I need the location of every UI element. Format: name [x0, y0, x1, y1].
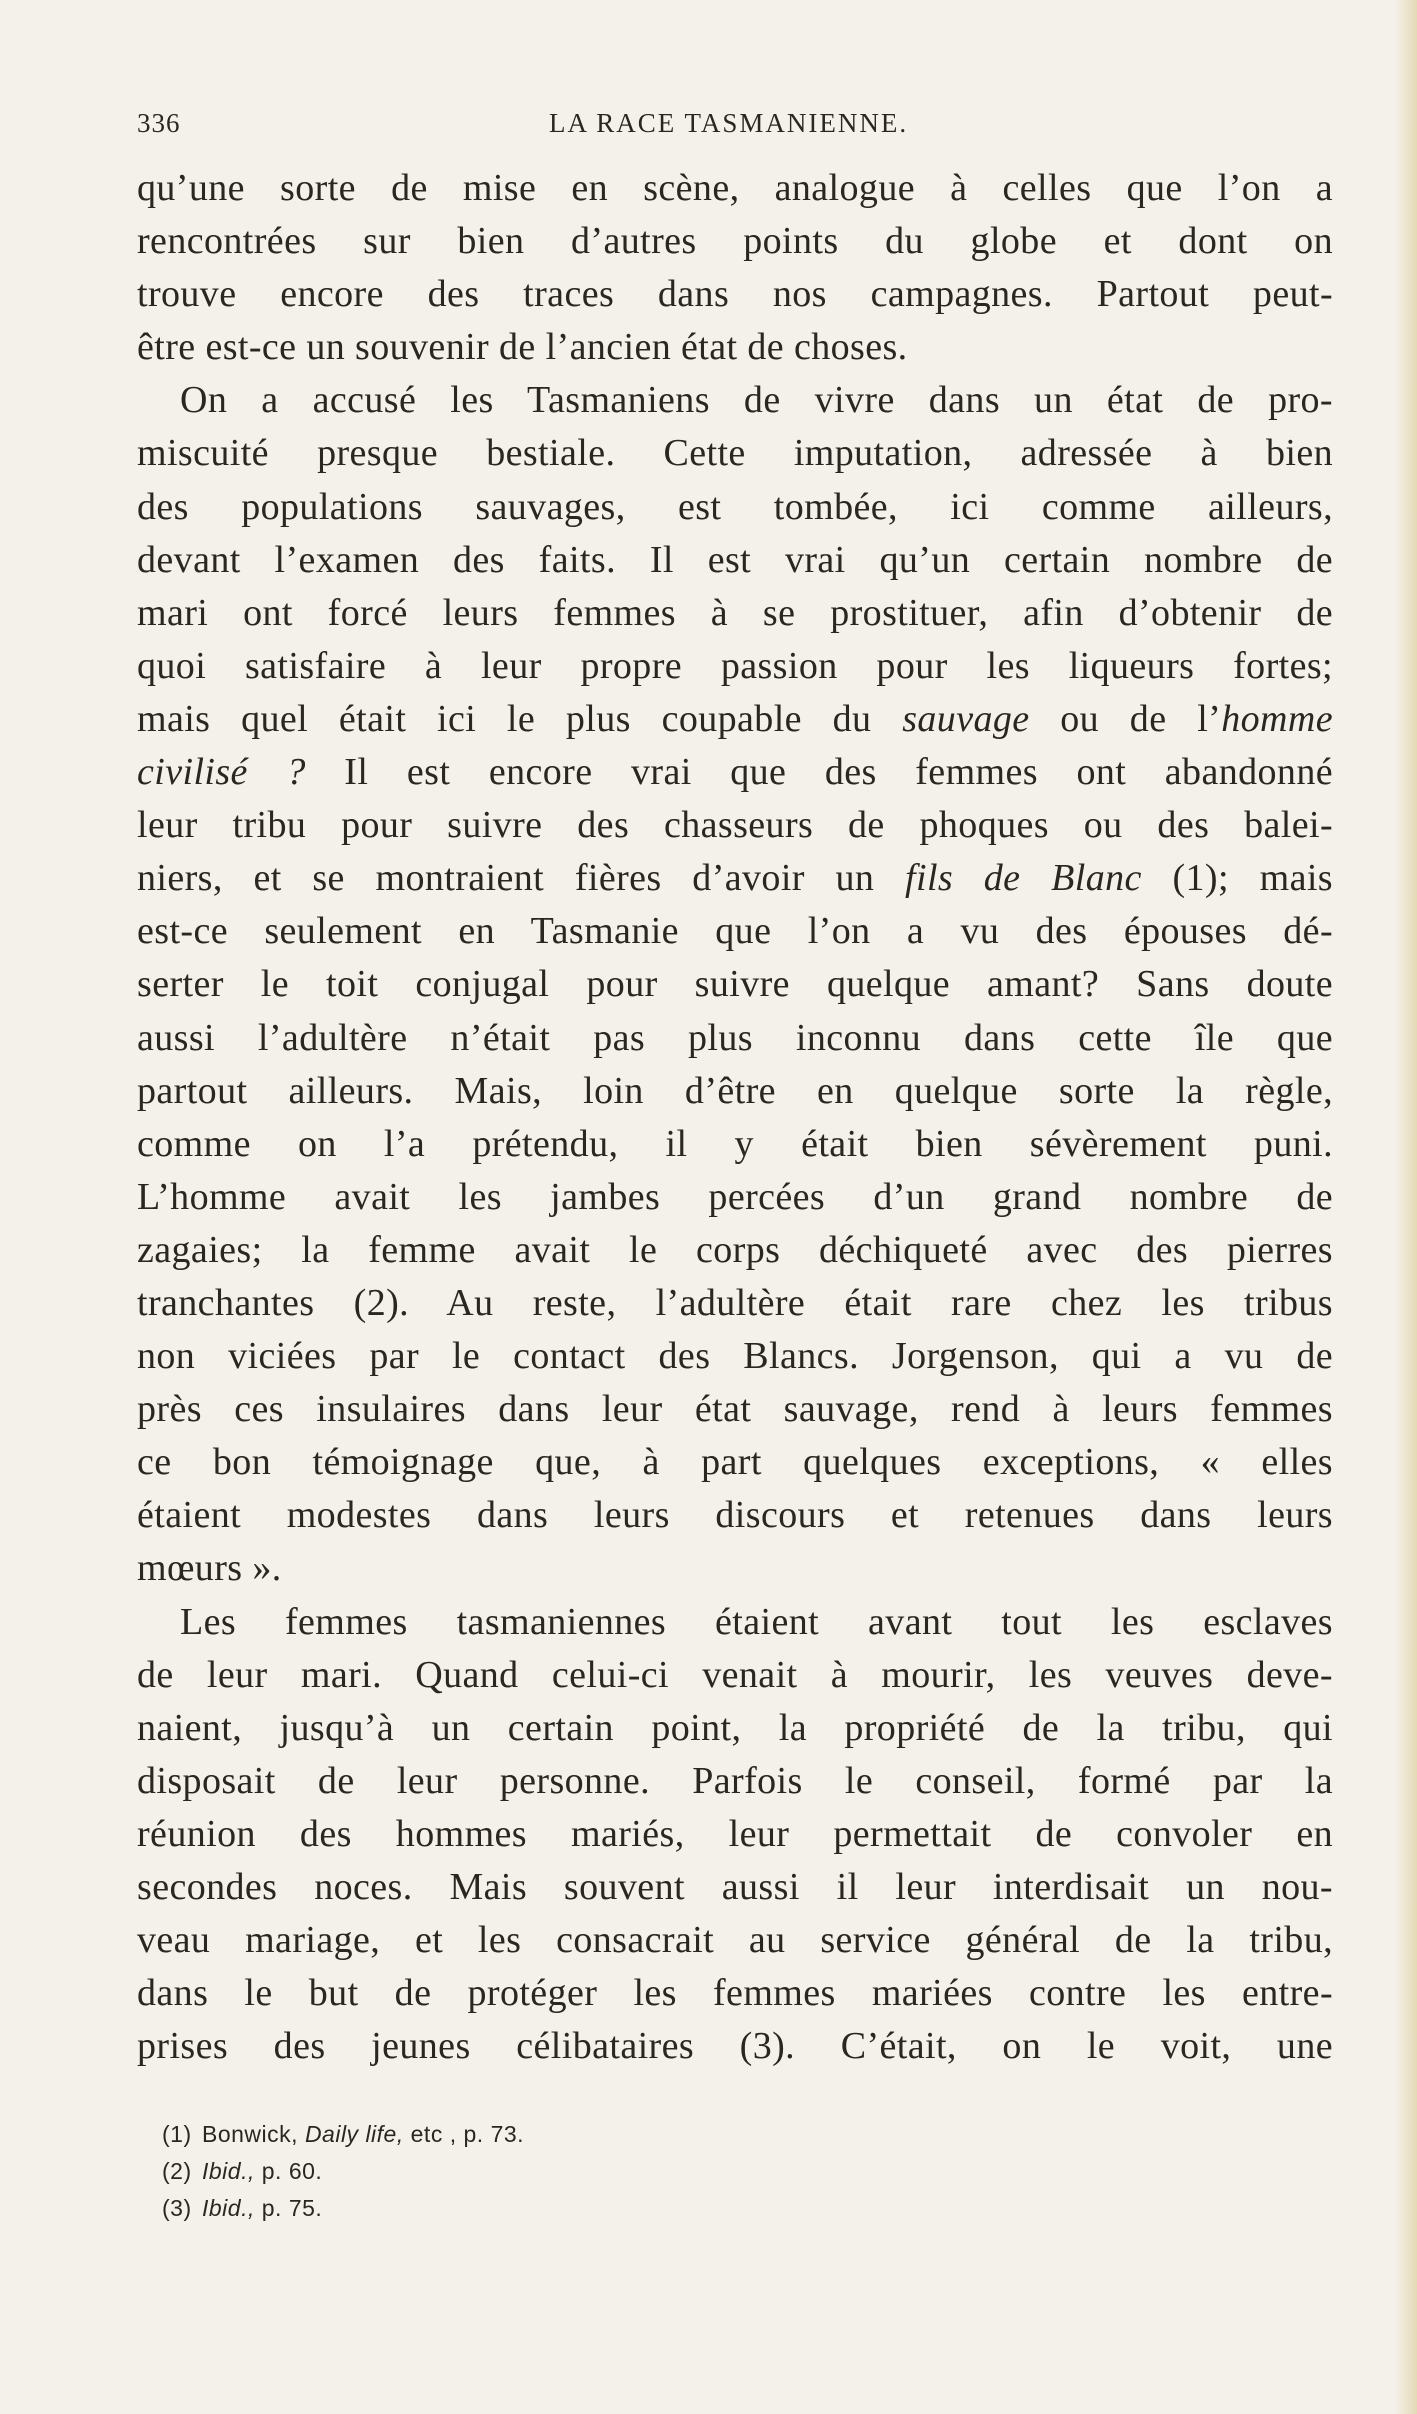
- text-line: disposait de leur personne. Parfois le conseil, formé par la: [137, 1759, 1333, 1802]
- footnote: [162, 2153, 862, 2190]
- footnote-text: p. 60.: [254, 2158, 323, 2184]
- text-line: aussi l’adultère n’était pas plus inconnu dans cette île que: [137, 1016, 1333, 1059]
- text-line: quoi satisfaire à leur propre passion pour les liqueurs fortes;: [137, 644, 1333, 687]
- text-line: miscuité presque bestiale. Cette imputation, adressée à bien: [137, 432, 1333, 475]
- text-line: naient, jusqu’à un certain point, la propriété de la tribu, qui: [137, 1706, 1333, 1749]
- text-line: être est-ce un souvenir de l’ancien état de choses.: [137, 326, 908, 369]
- text-line: réunion des hommes mariés, leur permettait de convoler en: [137, 1812, 1333, 1855]
- text-line: secondes noces. Mais souvent aussi il leur interdisait un nou-: [137, 1866, 1333, 1908]
- footnote-italic: Ibid.,: [202, 2158, 255, 2184]
- text-line: est-ce seulement en Tasmanie que l’on a vu des épouses dé-: [137, 910, 1333, 953]
- footnote-text: Bonwick,: [202, 2121, 305, 2147]
- text-run: mais quel était ici le plus coupable du: [137, 697, 903, 740]
- text-line: [137, 852, 1333, 905]
- text-line: mœurs ».: [137, 1547, 282, 1590]
- text-line: des populations sauvages, est tombée, ici comme ailleurs,: [137, 485, 1333, 528]
- text-line: devant l’examen des faits. Il est vrai qu’un certain nombre de: [137, 538, 1333, 581]
- text-line: veau mariage, et les consacrait au service général de la tribu,: [137, 1919, 1333, 1962]
- footnote: [162, 2116, 862, 2153]
- footnote-italic: Daily life,: [304, 2121, 404, 2147]
- running-title: LA RACE TASMANIENNE.: [549, 108, 909, 138]
- footnote-label: (3): [162, 2195, 192, 2221]
- italic-run: civilisé ?: [137, 751, 306, 794]
- italic-run: homme: [1221, 697, 1333, 740]
- footnote: [162, 2190, 862, 2227]
- text-line: L’homme avait les jambes percées d’un grand nombre de: [137, 1175, 1333, 1218]
- footnote-italic: Ibid.,: [202, 2195, 255, 2221]
- footnote-text: p. 75.: [254, 2195, 323, 2221]
- text-run: ou de l’: [1029, 697, 1222, 740]
- text-line: zagaies; la femme avait le corps déchiqueté avec des pierres: [137, 1228, 1333, 1271]
- text-line: ce bon témoignage que, à part quelques exceptions, « elles: [137, 1441, 1333, 1484]
- text-line: serter le toit conjugal pour suivre quelque amant? Sans doute: [137, 963, 1333, 1006]
- text-line: qu’une sorte de mise en scène, analogue à celles que l’on a: [137, 167, 1333, 209]
- text-line: leur tribu pour suivre des chasseurs de phoques ou des balei-: [137, 804, 1333, 847]
- text-line: dans le but de protéger les femmes mariées contre les entre-: [137, 1972, 1333, 2015]
- footnotes: [162, 2116, 862, 2227]
- text-line: mari ont forcé leurs femmes à se prostituer, afin d’obtenir de: [137, 591, 1333, 634]
- text-run: Il est encore vrai que des femmes ont abandonné: [305, 751, 1333, 794]
- text-line: On a accusé les Tasmaniens de vivre dans un état de pro-: [180, 379, 1333, 422]
- text-line: rencontrées sur bien d’autres points du globe et dont on: [137, 220, 1333, 263]
- text-line: [137, 746, 1333, 799]
- text-run: niers, et se montraient fières d’avoir un: [137, 857, 906, 900]
- text-line: prises des jeunes célibataires (3). C’était, on le voit, une: [137, 2025, 1333, 2068]
- page-edge: [1395, 0, 1417, 2414]
- text-line: Les femmes tasmaniennes étaient avant tout les esclaves: [180, 1600, 1333, 1643]
- italic-run: fils de Blanc: [905, 857, 1142, 900]
- italic-run: sauvage: [902, 697, 1030, 740]
- page-number: 336: [137, 108, 181, 138]
- text-line: trouve encore des traces dans nos campagnes. Partout peut-: [137, 273, 1333, 316]
- text-line: près ces insulaires dans leur état sauvage, rend à leurs femmes: [137, 1388, 1333, 1431]
- footnote-label: (2): [162, 2158, 192, 2184]
- body-text: [137, 162, 1333, 2073]
- text-line: tranchantes (2). Au reste, l’adultère était rare chez les tribus: [137, 1281, 1333, 1324]
- text-line: partout ailleurs. Mais, loin d’être en quelque sorte la règle,: [137, 1069, 1333, 1112]
- running-head: [137, 108, 1337, 148]
- text-line: non viciées par le contact des Blancs. Jorgenson, qui a vu de: [137, 1335, 1333, 1378]
- text-line: [137, 693, 1333, 746]
- text-run: (1); mais: [1141, 857, 1333, 900]
- footnote-label: (1): [162, 2121, 192, 2147]
- text-line: étaient modestes dans leurs discours et retenues dans leurs: [137, 1494, 1333, 1537]
- text-line: comme on l’a prétendu, il y était bien sévèrement puni.: [137, 1122, 1333, 1165]
- text-line: de leur mari. Quand celui-ci venait à mourir, les veuves deve-: [137, 1653, 1333, 1696]
- footnote-text: etc , p. 73.: [403, 2121, 525, 2147]
